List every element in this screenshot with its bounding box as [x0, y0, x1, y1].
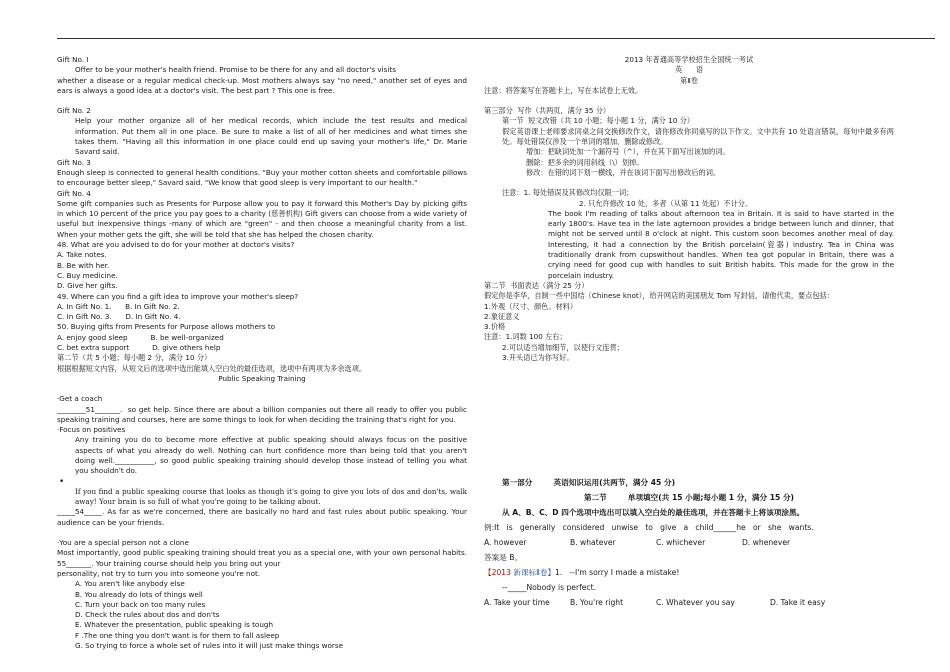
text-line: B. You already do lots of things well: [75, 589, 203, 599]
text-line: 2.象征意义: [484, 311, 520, 321]
text-line: 第Ⅱ卷: [680, 75, 698, 85]
text-line: A. You aren't like anybody else: [75, 579, 185, 589]
text-line: 注意：将答案写在答题卡上，写在本试卷上无效。: [484, 85, 643, 95]
text-line: Most importantly, good public speaking training should treat you as a special one, with your own personal habits. 55_______. Your training course should help you bring out your: [57, 548, 470, 568]
text-line: 1.外观（尺寸、颜色、材料）: [484, 301, 578, 311]
text-line: 49. Where can you find a gift idea to improve your mother's sleep?: [57, 291, 299, 301]
text-line: B. Be with her.: [57, 260, 110, 270]
question-1-options: [484, 595, 894, 610]
writing-section: [484, 55, 897, 363]
q1-option-a: A. Take your time: [484, 598, 550, 608]
text-line: Gift No. 4: [57, 188, 91, 198]
q1-option-d: D. Take it easy: [770, 598, 826, 608]
question-1-reply: --_____Nobody is perfect.: [502, 583, 596, 593]
question-1-text: 1. --I'm sorry I made a mistake!: [555, 568, 680, 578]
section-instruction: 从 A、B、C、D 四个选项中选出可以填入空白处的最佳选项，并在答题卡上将该项涂黑。: [502, 508, 805, 518]
spacer: [57, 96, 467, 106]
spacer: [484, 178, 894, 188]
text-line: G. So trying to force a whole set of rules into it will just make things worse: [75, 641, 343, 651]
text-line: D. Check the rules about dos and don'ts: [75, 610, 220, 620]
text-line: ________51_______. so get help. Since there are about a billion companies out there all ready to offer you public speaking training and courses, here are some things to look for when deciding the training that's right for you.: [57, 404, 470, 424]
text-line: 英 语: [674, 65, 704, 75]
example-option-b: B. whatever: [570, 538, 616, 548]
text-line: A. enjoy good sleep B. be well-organized: [57, 332, 224, 342]
part-heading: 第一部分 英语知识运用(共两节，满分 45 分): [502, 478, 676, 488]
example-option-a: A. however: [484, 538, 527, 548]
example-option-d: D. whenever: [742, 538, 791, 548]
text-line: whether a disease or a regular medical check-up. Most mothers always say "no need," another set of eyes and ears is always a good idea at a doctor's visit. The best part ? This one is free.: [57, 75, 470, 95]
text-line: C. bet extra support D. give others help: [57, 343, 221, 353]
source-tag-rest: 新课标Ⅱ卷】: [510, 568, 556, 578]
top-rule: [57, 38, 935, 39]
text-line: 第一节 短文改错（共 10 小题；每小题 1 分，满分 10 分）: [502, 116, 695, 126]
text-line: 2.可以适当增加细节，以使行文连贯；: [502, 342, 624, 352]
text-line: D. Give her gifts.: [57, 281, 118, 291]
text-line: 48. What are you advised to do for your mother at doctor's visits?: [57, 240, 295, 250]
q1-option-b: B. You're right: [570, 598, 624, 608]
text-line: A. In Gift No. 1. B. In Gift No. 2.: [57, 301, 180, 311]
spacer: [484, 96, 894, 106]
text-line: ·Focus on positives: [57, 425, 126, 435]
text-line: Gift No. 2: [57, 106, 91, 116]
text-line: Gift No. 3: [57, 157, 91, 167]
text-line: Some gift companies such as Presents for Purpose allow you to pay it forward this Mother's Day by picking gifts in which 10 percent of the price you pay goes to a charity (慈善机构) Gift givers can choose from a wide variety of useful but inexpensive things -many of which are "green" - and then choose a meaningful charity from a list. When your mother gets the gift, she will be told that she has helped the chosen charity.: [57, 198, 470, 239]
text-line: 修改：在错的词下划一横线，并在该词下面写出修改后的词。: [526, 167, 721, 177]
example-options: [484, 535, 894, 550]
spacer: [57, 384, 467, 394]
text-line: Enough sleep is connected to general health conditions. "Buy your mother cotton sheets and comfortable pillows to encourage better sleep," Savard said. "We know that good sleep is very important to our health.": [57, 167, 470, 188]
text-line: 注意：1.词数 100 左右；: [484, 332, 567, 342]
example-question: 例:It is generally considered unwise to give a child______he or she wants.: [484, 523, 814, 533]
example-option-c: C. whichever: [656, 538, 706, 548]
grammar-section: [484, 475, 894, 610]
source-tag-year: 2013: [491, 568, 511, 578]
text-line: 第三部分 写作（共两页，满分 35 分）: [484, 106, 611, 116]
text-line: A. Take notes.: [57, 250, 107, 260]
text-line: personality, not try to turn you into someone you're not.: [57, 568, 261, 578]
text-line: Offer to be your mother's health friend. Promise to be there for any and all doctor's visits: [75, 65, 396, 75]
text-line: ·You are a special person not a clone: [57, 538, 189, 548]
question-1: [484, 565, 894, 580]
text-line: Gift No. I: [57, 55, 89, 64]
text-line: 增加：把缺词处加一个漏符号（^），并在其下面写出该加的词。: [526, 147, 730, 157]
source-tag-open: 【: [484, 568, 492, 578]
text-line: 假定英语课上老师要求同桌之间交换修改作文，请你修改你同桌写的以下作文。文中共有 10 处语言错误，每句中最多有两处。每处错误仅涉及一个单词的增加、删除或修改。: [502, 126, 894, 147]
text-line: E. Whatever the presentation, public speaking is tough: [75, 620, 273, 630]
text-line: •: [59, 476, 65, 487]
text-line: 3.价格: [484, 322, 506, 332]
text-line: Help your mother organize all of her medical records, which include the test results and medical information. Put them all in one place. Be sure to make a list of all of her medicines and what times she takes them. "Having all this information in one place could end up saving your mother's life," Dr. Marie Savard said.: [75, 116, 470, 157]
text-line: C. In Gift No. 3. D. In Gift No. 4.: [57, 312, 181, 322]
text-line: ·Get a coach: [57, 394, 103, 404]
text-line: F .The one thing you don't want is for them to fall asleep: [75, 630, 280, 640]
left-column: [57, 55, 470, 651]
text-line: 2. 只允许修改 10 处，多者（从第 11 处起）不计分。: [579, 198, 753, 208]
spacer: [57, 528, 467, 538]
text-line: If you find a public speaking course that looks as though it's going to give you lots of dos and don'ts, walk away! Your brain is so full of what you're going to be talking about.: [75, 486, 470, 507]
text-line: 第二节 书面表达（满分 25 分）: [484, 280, 589, 290]
text-line: 删除：把多余的词用斜线（\）划掉。: [526, 157, 644, 167]
text-line: The book I'm reading of talks about afternoon tea in Britain. It is said to have started in the early 1800's. Have tea in the late agternoon provides a bridge between lunch and dinner, that might not be served until 8 o'clock at night. This custom soon becomes another meal of day. Interesting, it had a connection by the British porcelain(瓷器) industry. Tea in China was traditionally drank from cupswithout handles. When tea got popular in Britain, there was a crying need for good cup with handles to suit British habits. This made for the grow in the porcelain industry.: [548, 208, 897, 280]
text-line: 50. Buying gifts from Presents for Purpose allows mothers to: [57, 322, 276, 332]
text-line: 3.开头语已为你写好。: [502, 353, 574, 363]
text-line: _____54_____. As far as we're concerned, there are basically no hard and fast rules about public speaking. Your audience can be your friends.: [57, 507, 470, 527]
text-line: C. Buy medicine.: [57, 270, 118, 280]
text-line: C. Turn your back on too many rules: [75, 599, 206, 609]
text-line: 假定你是李华，自制一些中国结（Chinese knot），给开网店的美国朋友 Tom 写封信，请他代卖，要点包括：: [484, 291, 834, 301]
text-line: 2013 年普通高等学校招生全国统一考试: [624, 55, 754, 64]
section-heading: 第二节 单项填空(共 15 小题;每小题 1 分，满分 15 分): [583, 493, 795, 503]
right-column: [484, 55, 897, 610]
q1-option-c: C. Whatever you say: [656, 598, 735, 608]
example-answer: 答案是 B。: [484, 553, 522, 563]
text-line: 注意：1. 每处错误及其修改均仅限一词；: [502, 188, 634, 198]
text-line: Public Speaking Training: [218, 373, 306, 383]
text-line: Any training you do to become more effective at public speaking should always focus on the positive aspects of what you already do well. Nothing can hurt confidence more than being told that you aren't doing well.___________, so good public speaking training should develop those instead of telling you what you shouldn't do.: [75, 435, 470, 476]
text-line: 根据根据短文内容，从短文后的选项中选出能填入空白处的最佳选项，选项中有两项为多余选项。: [57, 363, 367, 373]
text-line: 第二节（共 5 小题；每小题 2 分，满分 10 分）: [57, 353, 212, 363]
